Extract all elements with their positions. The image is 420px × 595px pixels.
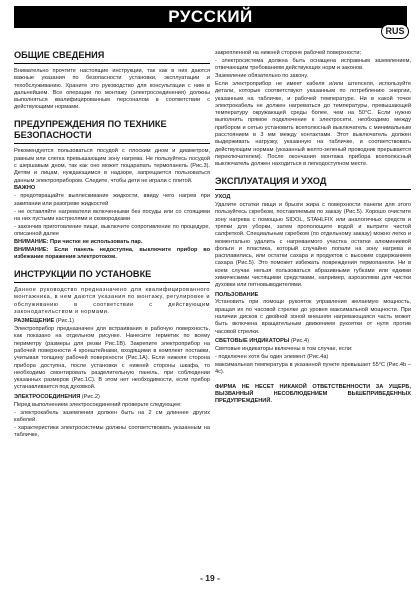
section-title-operation: ЭКСПЛУАТАЦИЯ И УХОД <box>215 176 411 190</box>
electrical-heading: ЭЛЕКТРОСОЕДИНЕНИЯ (Рис.2) <box>14 393 100 400</box>
section-title-safety: ПРЕДУПРЕЖДЕНИЯ ПО ТЕХНИКЕ БЕЗОПАСНОСТИ <box>14 119 210 144</box>
electrical-bullet-1: - электрокабель заземления должен быть на 2 см длиннее других кабелей. <box>14 409 210 423</box>
page-number: - 19 - <box>200 573 220 583</box>
safety-bullet-1: - предотвращайте выплескивание жидкости, ввиду чего нагрев при закипании или разогреве жидкостей <box>14 193 210 207</box>
safety-bullet-3: - закончив приготовление пищи, выключите сопротивление по процедуре, описанной далее <box>14 223 210 238</box>
use-heading: ПОЛЬЗОВАНИЕ <box>215 291 259 298</box>
grounding-required: Заземление обязательно по закону. <box>215 73 309 80</box>
general-text: Внимательно прочтите настоящие инструкции, так как в них даются важные указания по безопасности установки, эксплуатации и техобслуживанию. Храните это руководство для консультации с ним в дальнейшем. Все операции по монтажу (электросоединения) должны выполняться квалифицированным персоналом в соответствии с действующими нормами. <box>14 68 210 111</box>
disclaimer: ФИРМА НЕ НЕСЕТ НИКАКОЙ ОТВЕТСТВЕННОСТИ ЗА УЩЕРБ, ВЫЗВАННЫЙ НЕСОБЛЮДЕНИЕМ ВЫШЕПРИВЕДЕННЫХ ПРЕДУПРЕЖДЕНИЙ. <box>215 383 411 405</box>
right-column <box>215 50 411 406</box>
attention-panel: ВНИМАНИЕ: Если панель недоступна, выключите прибор во избежание поражения электротоком. <box>14 246 210 261</box>
header-title: РУССКИЙ <box>168 7 253 26</box>
indicators-text: Световые индикаторы включены в том случае, если: <box>215 345 353 352</box>
section-title-installation: ИНСТРУКЦИИ ПО УСТАНОВКЕ <box>14 269 210 283</box>
important-label: ВАЖНО <box>14 185 36 192</box>
use-text: Установить при помощи рукояток управления желаемую мощность, вращая их по часовой стрелке до уровня максимальной мощности. При наличии дисков с двойной зоной внешняя нагревающаяся часть может быть включена вращательным движением рукоятки от нуля против часовой стрелки. <box>215 299 411 335</box>
electrical-text: Перед выполнением электросоединений проверьте следующее: <box>14 401 182 408</box>
page-header <box>14 6 407 28</box>
installation-text: Данное руководство предназначено для квалифицированного монтажника, в нем даются указания по монтажу, регулировке и обслуживанию в соответствии с действующим законодательством и нормами. <box>14 286 210 315</box>
indicators-bullet-2: максимальная температура в указанной пункте превышает 55°С (Рис.4b – 4c). <box>215 361 411 375</box>
plate-continuation: закрепленной на нижней стороне рабочей поверхности; <box>215 50 362 56</box>
placement-text: Электроприбор предназначен для встраивания в рабочую поверхность, как показано на отдельном рисунке. Нанесите герметик по всему периметру (размеры для резки Рис.1В). Закрепите электроприбор на рабочей поверхности 4 кронштейнами, входящими в комплект поставки, учитывая толщину рабочей поверхности (Рис.1А). Если нижняя сторона прибора доступна, после установки с нижней стороны шкафа, то необходимо смонтировать разделительную панель, при соблюдении указанных размеров (Рис.1С). В этом нет необходимости, если прибор устанавливается под духовкой. <box>14 326 210 391</box>
electrical-bullet-2: - характеристики электросистемы должны соответствовать указанным на табличке, <box>14 424 210 438</box>
care-text: Удалите остатки пищи и брызги жира с поверхности панели для этого пользуйтесь скребком, поставляемым по заказу (Рис.5). Хорошо очистите зону нагрева с помощью SIDOL, STAHLFIX или аналогичных средств и тряпки для уборки, затем прополощите водой и вытрите чистой салфеткой. Специальным скребком (по отдельному заказу) можно легко и моментально удалить с нагреваемого участка остатки алюминиевой фольги и пластика, который случайно попали на зону нагрева и расплавились, или остатки сахара и продуктов с высоким содержанием сахара (Рис.5). Это поможет избежать повреждения термопанели. Ни в коем случае нельзя пользоваться абразивными губками или едкими химическими чистящими средствами, например, аэрозолями для чистки духовки или пятновыводителями. <box>215 202 411 289</box>
left-column <box>14 50 210 440</box>
placement-heading: РАЗМЕЩЕНИЕ (Рис.1) <box>14 318 75 325</box>
cable-text: Если электроприбор не имеет кабеля и/или штепселя, используйте детали, которые соответствуют указанным по потреблению энергии, указанным на табличке, и рабочей температуре. Ни в какой точке электрокабель не должен нагреваться до температуры, превышающей температуру окружающей среды более, чем на 50°С. Если нужно выполнить прямое подключение к электросети, необходимо между прибором и сетью установить всеполюсный выключатель с минимальным расстоянием в 3 мм между контактами. Этот выключатель должен выдерживать нагрузку, указанную на табличке, и соответствовать действующим нормам (указанный желто-зеленый проводник прерывается переключателем). После окончания монтажа прибора всеполюсный выключатель должен находиться в легкодоступном месте. <box>215 80 411 168</box>
language-badge: RUS <box>381 24 409 39</box>
attention-steam: ВНИМАНИЕ: При чистке не использовать пар. <box>14 238 143 245</box>
safety-text: Рекомендуется пользоваться посудой с плоским дном и диаметром, равным или слегка превышающим зону нагрева. Не пользуйтесь посудой с шершавым дном, так как оно может поцарапать термопанель (Рис.3). Детям и лицам, нуждающимся в надзоре, запрещается пользоваться данным электроприбором. Следите, чтобы дети не играли с плитой. <box>14 148 210 184</box>
indicators-bullet-1: - подключен хотя бы один элемент (Рис.4a) <box>215 353 329 360</box>
section-title-general: ОБЩИЕ СВЕДЕНИЯ <box>14 50 210 64</box>
grounding-bullet: - электросистема должна быть оснащена исправным заземлением, отвечающим требованиям действующих норм и законов. <box>215 57 411 72</box>
safety-bullet-2: - не оставляйте нагреватели включенными без посуды или со стоящими на них пустыми кастрюлями и сковородками <box>14 208 210 222</box>
care-heading: УХОД <box>215 194 231 201</box>
indicators-heading: СВЕТОВЫЕ ИНДИКАТОРЫ (Рис.4) <box>215 337 309 344</box>
